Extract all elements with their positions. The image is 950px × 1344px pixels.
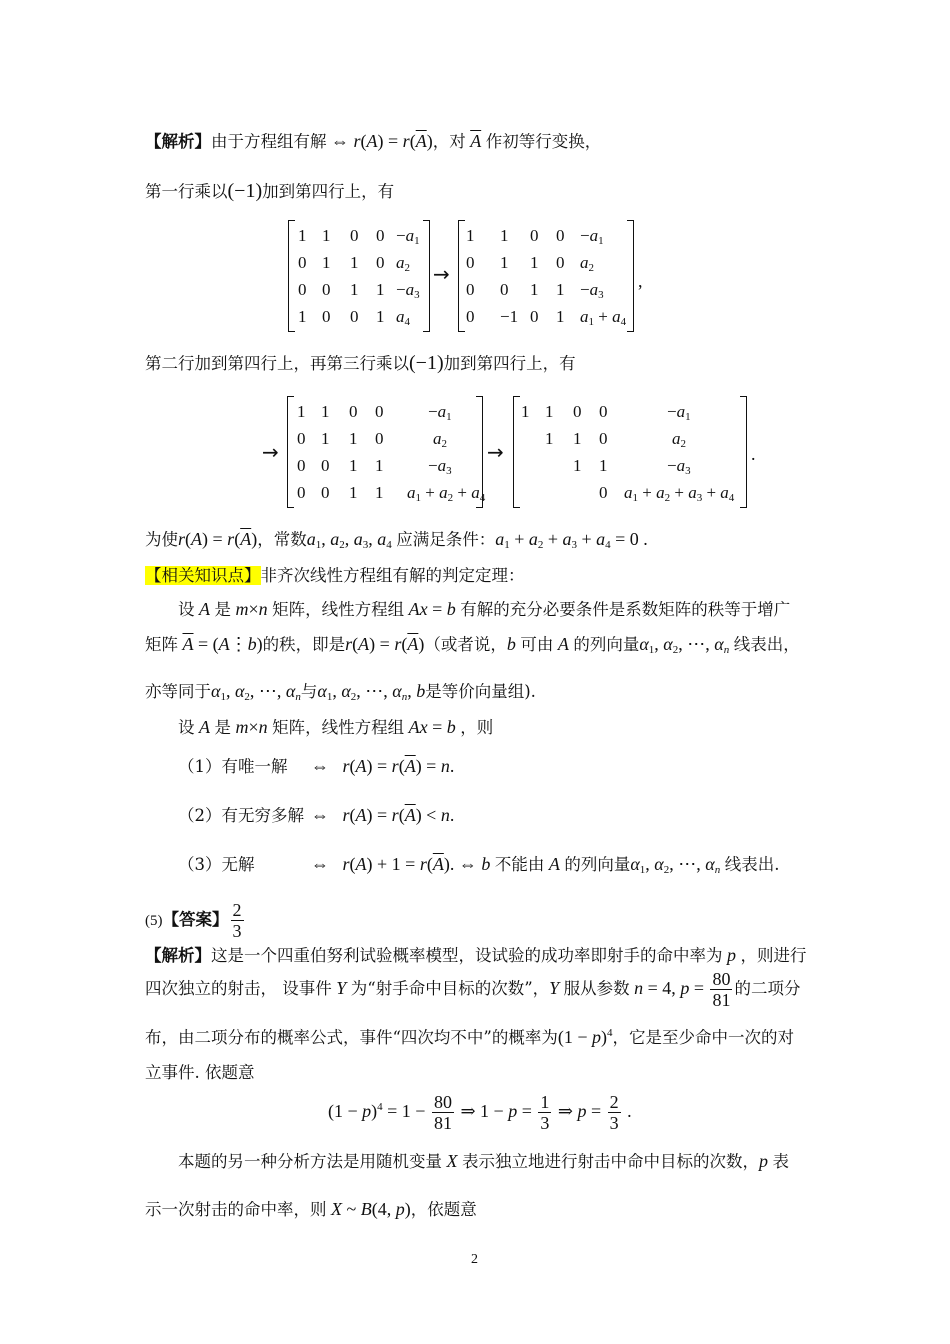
- matrix-cell: 1: [350, 280, 359, 299]
- matrix-cell: $-a_3$: [667, 456, 691, 477]
- alt-method-line-2: 示一次射击的命中率，则 X ~ B(4, p)，依题意: [145, 1199, 477, 1219]
- matrix-cell: 0: [297, 429, 306, 448]
- matrix-cell: 0: [599, 402, 608, 421]
- matrix-cell: $a_1 + a_4$: [580, 307, 627, 328]
- matrix-cell: $a_4$: [396, 307, 410, 328]
- page-number: 2: [471, 1252, 478, 1267]
- matrix-cell: 1: [556, 307, 565, 326]
- answer-line: (5)【答案】 $\frac{2}{3}$: [145, 900, 242, 941]
- analysis2-line-3: 布，由二项分布的概率公式，事件“四次均不中”的概率为$(1 - p)^4$，它是至少命中一次的对: [145, 1027, 795, 1047]
- knowledge-line-4: 设 A 是 m×n 矩阵，线性方程组 Ax = b ，则: [178, 717, 494, 737]
- matrix-cell: 0: [530, 307, 539, 326]
- matrix-cell: 0: [297, 483, 306, 502]
- case-infinite-solutions: （2）有无穷多解: [178, 806, 304, 825]
- matrix-cell: 1: [321, 402, 330, 421]
- matrix-cell: 0: [556, 253, 565, 272]
- matrix-row-echelon: [513, 396, 747, 508]
- matrix-cell: 1: [500, 253, 509, 272]
- answer-fraction: $\frac{2}{3}$: [232, 900, 242, 941]
- knowledge-line-1: 设 A 是 m×n 矩阵，线性方程组 Ax = b 有解的充分必要条件是系数矩阵的秩等于增广: [178, 599, 791, 619]
- analysis-line-1: 【解析】由于方程组有解 ⇔ $r(A) = r(\overline{A})$，对 $\overline{A}$ 作初等行变换，: [145, 131, 602, 151]
- matrix-cell: 0: [298, 280, 307, 299]
- matrix-cell: $a_1 + a_2 + a_3 + a_4$: [624, 483, 735, 504]
- matrix-cell: 0: [350, 307, 359, 326]
- matrix-cell: $-a_1$: [396, 226, 420, 247]
- matrix-cell: 1: [573, 456, 582, 475]
- matrix-cell: $a_2$: [396, 253, 410, 274]
- matrix-cell: 1: [321, 429, 330, 448]
- matrix-cell: 0: [573, 402, 582, 421]
- analysis-label: 【解析】: [145, 132, 211, 151]
- matrix-cell: 1: [573, 429, 582, 448]
- matrix-cell: 0: [466, 253, 475, 272]
- transform-arrow-2: →: [262, 440, 279, 464]
- matrix-cell: 1: [599, 456, 608, 475]
- matrix-cell: 1: [521, 402, 530, 421]
- matrix-cell: 1: [500, 226, 509, 245]
- matrix-cell: $-a_1$: [580, 226, 604, 247]
- matrix-cell: $-a_3$: [428, 456, 452, 477]
- matrix-cell: $-a_3$: [396, 280, 420, 301]
- matrix-cell: 1: [297, 402, 306, 421]
- analysis-line-3: 第二行加到第四行上，再第三行乘以(−1)加到第四行上，有: [145, 352, 576, 374]
- matrix-cell: 0: [375, 402, 384, 421]
- matrix-cell: 0: [349, 402, 358, 421]
- knowledge-line-3: 亦等同于$\alpha_1$, $\alpha_2$, ⋯, $\alpha_n$与$\alpha_1$, $\alpha_2$, ⋯, $\alpha_n$, b是等价向量组).: [145, 681, 536, 703]
- matrix-cell: −1: [500, 307, 519, 326]
- knowledge-label: 【相关知识点】: [145, 566, 261, 585]
- matrix-cell: 0: [466, 280, 475, 299]
- transform-arrow-1: →: [433, 262, 450, 286]
- matrix-cell: 0: [321, 483, 330, 502]
- matrix-after-step-1: [458, 220, 634, 332]
- matrix-cell: 1: [376, 280, 385, 299]
- analysis2-line-2: 四次独立的射击， 设事件 Y 为“射手命中目标的次数”，Y 服从参数 n = 4, p = $\frac{80}{81}$ 的二项分: [145, 969, 801, 1010]
- matrix-cell: 0: [322, 307, 331, 326]
- augmented-matrix-original: [288, 220, 430, 332]
- matrix-cell: 1: [298, 226, 307, 245]
- matrix-cell: $-a_3$: [580, 280, 604, 301]
- matrix-cell: 1: [466, 226, 475, 245]
- analysis2-line-4: 立事件. 依题意: [145, 1063, 255, 1082]
- matrix-cell: 0: [298, 253, 307, 272]
- matrix-cell: 1: [349, 456, 358, 475]
- matrix-cell: 0: [599, 483, 608, 502]
- matrix-cell: 0: [350, 226, 359, 245]
- matrix-cell: 1: [530, 280, 539, 299]
- matrix-cell: 1: [349, 483, 358, 502]
- matrix-cell: $-a_1$: [667, 402, 691, 423]
- matrix-cell: $a_2$: [672, 429, 686, 450]
- matrix-cell: 1: [545, 402, 554, 421]
- matrix-cell: $a_2$: [433, 429, 447, 450]
- matrix-cell: 0: [530, 226, 539, 245]
- matrix-cell: 1: [322, 226, 331, 245]
- matrix-cell: 1: [375, 456, 384, 475]
- matrix-after-step-2: [287, 396, 486, 508]
- matrix-cell: 1: [376, 307, 385, 326]
- matrix-cell: $-a_1$: [428, 402, 452, 423]
- matrix-cell: 0: [375, 429, 384, 448]
- matrix-cell: 1: [375, 483, 384, 502]
- matrix-cell: 1: [322, 253, 331, 272]
- analysis-line-2: 第一行乘以(−1)加到第四行上，有: [145, 180, 395, 202]
- matrix-cell: 0: [376, 226, 385, 245]
- matrix-cell: 1: [545, 429, 554, 448]
- matrix-cell: 0: [556, 226, 565, 245]
- matrix-cell: 0: [500, 280, 509, 299]
- analysis-line-4: 为使$r(A) = r(\overline{A})$，常数$a_1$, $a_2$, $a_3$, $a_4$ 应满足条件：$a_1 + a_2 + a_3 + a_4 = 0$ .: [145, 529, 648, 551]
- analysis2-line-1: 【解析】这是一个四重伯努利试验概率模型，设试验的成功率即射手的命中率为 p ，则进行: [145, 945, 807, 965]
- matrix-cell: $a_2$: [580, 253, 594, 274]
- matrix-cell: 1: [350, 253, 359, 272]
- matrix-cell: 0: [297, 456, 306, 475]
- probability-equation: $(1 - p)^4 = 1$ − $\frac{80}{81}$ ⇒ 1 − p = $\frac{1}{3}$ ⇒ p = $\frac{2}{3}$ .: [328, 1092, 632, 1134]
- transform-arrow-3: →: [487, 440, 504, 464]
- matrix-cell: 0: [321, 456, 330, 475]
- case-unique-solution: （1）有唯一解: [178, 757, 288, 776]
- matrix-cell: 1: [298, 307, 307, 326]
- matrix-cell: $a_1 + a_2 + a_4$: [407, 483, 486, 504]
- knowledge-line-2: 矩阵 $\overline{A}$ = (A⋮b)的秩，即是$r(A) = r(\overline{A})$（或者说，b 可由 A 的列向量$\alpha_1$, $\alpha_2$, ⋯, $\alpha_n$ 线表出，: [145, 634, 800, 656]
- matrix-cell: 0: [599, 429, 608, 448]
- knowledge-heading: 【相关知识点】非齐次线性方程组有解的判定定理：: [145, 566, 525, 585]
- alt-method-line-1: 本题的另一种分析方法是用随机变量 X 表示独立地进行射击中命中目标的次数，p 表: [178, 1151, 789, 1171]
- matrix-cell: 0: [466, 307, 475, 326]
- matrix-cell: 1: [530, 253, 539, 272]
- case-no-solution: （3）无解: [178, 855, 255, 874]
- matrix-cell: 0: [322, 280, 331, 299]
- matrix-cell: 1: [556, 280, 565, 299]
- matrix-cell: 0: [376, 253, 385, 272]
- matrix-cell: 1: [349, 429, 358, 448]
